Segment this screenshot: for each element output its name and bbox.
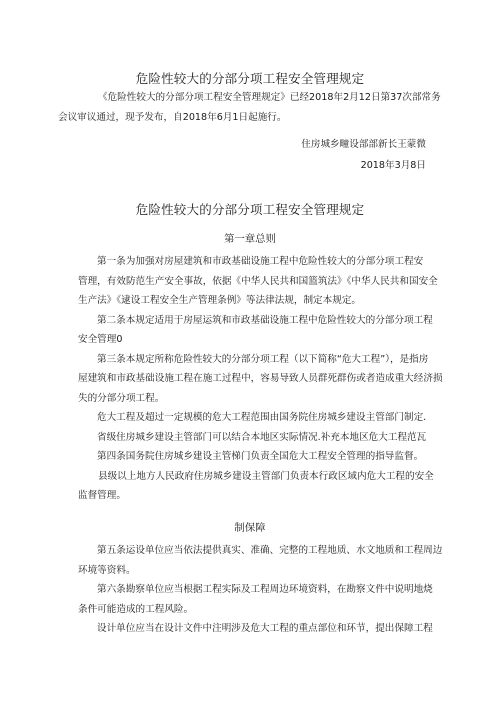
body-line: 管理，有效防范生产安全事故，依据《中华人民共和国篮筑法》《中华人民共和国安全 bbox=[78, 275, 438, 287]
body-line: 生产法》《逮设工程安全生产管理条例》等法律法规，制定本规定。 bbox=[78, 295, 362, 306]
notice-line: 会议审议通过，现予发布，自2018年6月1日起施行。 bbox=[58, 112, 287, 123]
body-line: 安全管理0 bbox=[78, 334, 123, 345]
body-line: 第四条国务院住房城乡建设主管梯门负责全国危大工程安全管理的指导监督。 bbox=[97, 451, 424, 462]
chapter-1-body bbox=[78, 252, 443, 506]
notice-paragraph bbox=[58, 88, 441, 128]
body-line: 第三条本规定所称危险性较大的分部分项工程（以下简称“危大工程”），是指房 bbox=[97, 353, 429, 365]
main-title: 危险性较大的分部分项工程安全管理规定 bbox=[135, 202, 365, 217]
body-line: 省级住房城乡建设主管部门可以结合本地区实际情况.补充本地区危大工程范瓦 bbox=[97, 431, 427, 443]
signature: 住房城乡疃设部部新长王蒙微 bbox=[301, 139, 426, 150]
body-line: 第六条勘察单位应当根据工程实际及工程周边环境资料，在勘察文件中说明地烧 bbox=[97, 584, 433, 595]
body-line: 监督管理。 bbox=[78, 490, 126, 501]
body-line: 设计单位应当在设计文件中注明涉及危大工程的重点部位和环节，提出保障工程 bbox=[97, 623, 433, 634]
body-line: 第一条为加强对房屋建筑和市政基础设施工程中危险性较大的分部分项工程安 bbox=[97, 256, 424, 267]
chapter-heading: 第一章总则 bbox=[224, 233, 276, 245]
body-line: 危大工程及超过一定规模的危大工程范围由国务院住房城乡建设主管部门制定. bbox=[97, 412, 427, 423]
chapter-2-body bbox=[78, 541, 443, 639]
body-line: 条件可能造成的工程风险。 bbox=[78, 603, 194, 615]
body-line: 第二条本规定适用于房屋运筑和市政基础设施工程中危险性较大的分部分项工程 bbox=[97, 314, 433, 326]
notice-line: 《危险性较大的分部分项工程安全管理规定》已经2018年2月12日第37次部常务 bbox=[98, 92, 441, 103]
chapter-heading: 制保障 bbox=[234, 522, 266, 534]
body-line: 第五条运设单位应当依法提供真实、准确、完整的工程地质、水文地质和工程周边 bbox=[97, 545, 443, 556]
body-line: 屋建筑和市政基础设施工程在施工过程中，容易导致人员群死群伤或者造成重大经济损 bbox=[78, 373, 443, 384]
body-line: 失的分部分项工程。 bbox=[78, 392, 165, 404]
body-line: 县级以上地方人民政府住房城乡建设主管部门负责本行政区域内危大工程的安全 bbox=[98, 470, 434, 482]
notice-title: 危险性较大的分部分项工程安全管理规定 bbox=[135, 71, 365, 86]
body-line: 环境等资料。 bbox=[78, 564, 136, 576]
signature-date: 2018年3月8日 bbox=[360, 160, 426, 171]
